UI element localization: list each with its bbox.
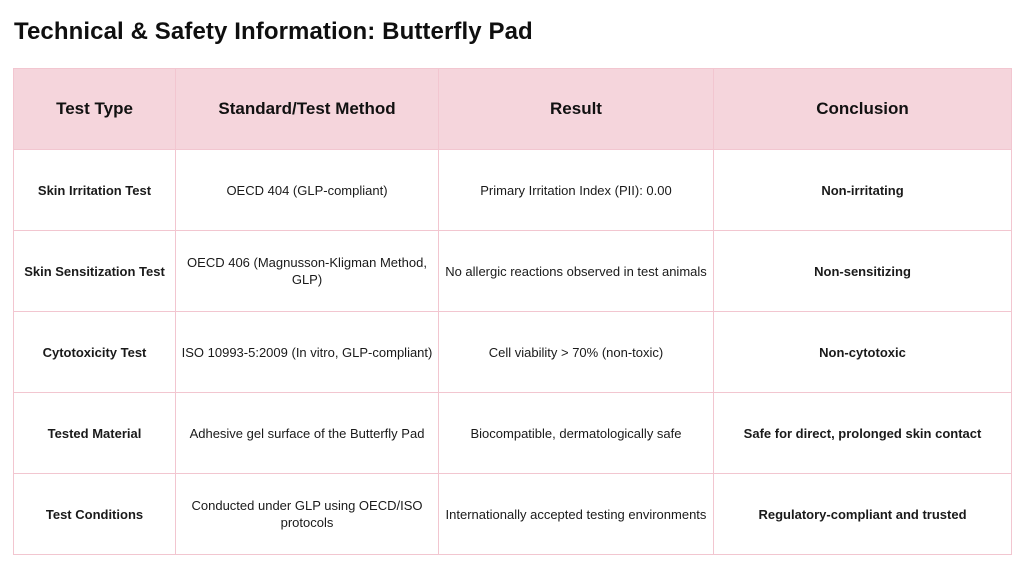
- cell-method: OECD 406 (Magnusson-Kligman Method, GLP): [176, 231, 439, 312]
- table-row: [14, 231, 1012, 312]
- cell-test-type: Test Conditions: [14, 474, 176, 555]
- cell-test-type: Skin Irritation Test: [14, 150, 176, 231]
- header-row: [14, 69, 1012, 150]
- cell-conclusion: Non-cytotoxic: [714, 312, 1012, 393]
- header-standard-test-method: Standard/Test Method: [176, 69, 439, 150]
- cell-result: Biocompatible, dermatologically safe: [439, 393, 714, 474]
- header-result: Result: [439, 69, 714, 150]
- table-body: [14, 150, 1012, 555]
- table-row: [14, 393, 1012, 474]
- cell-method: Conducted under GLP using OECD/ISO protocols: [176, 474, 439, 555]
- cell-method: OECD 404 (GLP-compliant): [176, 150, 439, 231]
- table-row: [14, 474, 1012, 555]
- header-test-type: Test Type: [14, 69, 176, 150]
- cell-test-type: Tested Material: [14, 393, 176, 474]
- cell-method: Adhesive gel surface of the Butterfly Pad: [176, 393, 439, 474]
- page-title: Technical & Safety Information: Butterfly Pad: [14, 18, 533, 45]
- cell-conclusion: Safe for direct, prolonged skin contact: [714, 393, 1012, 474]
- cell-result: Primary Irritation Index (PII): 0.00: [439, 150, 714, 231]
- cell-conclusion: Regulatory-compliant and trusted: [714, 474, 1012, 555]
- cell-conclusion: Non-irritating: [714, 150, 1012, 231]
- cell-result: Internationally accepted testing environments: [439, 474, 714, 555]
- cell-test-type: Skin Sensitization Test: [14, 231, 176, 312]
- cell-test-type: Cytotoxicity Test: [14, 312, 176, 393]
- cell-result: No allergic reactions observed in test animals: [439, 231, 714, 312]
- table-row: [14, 312, 1012, 393]
- table-header: [14, 69, 1012, 150]
- safety-information-table: [13, 68, 1012, 555]
- header-conclusion: Conclusion: [714, 69, 1012, 150]
- cell-method: ISO 10993-5:2009 (In vitro, GLP-compliant): [176, 312, 439, 393]
- table-row: [14, 150, 1012, 231]
- cell-result: Cell viability > 70% (non-toxic): [439, 312, 714, 393]
- cell-conclusion: Non-sensitizing: [714, 231, 1012, 312]
